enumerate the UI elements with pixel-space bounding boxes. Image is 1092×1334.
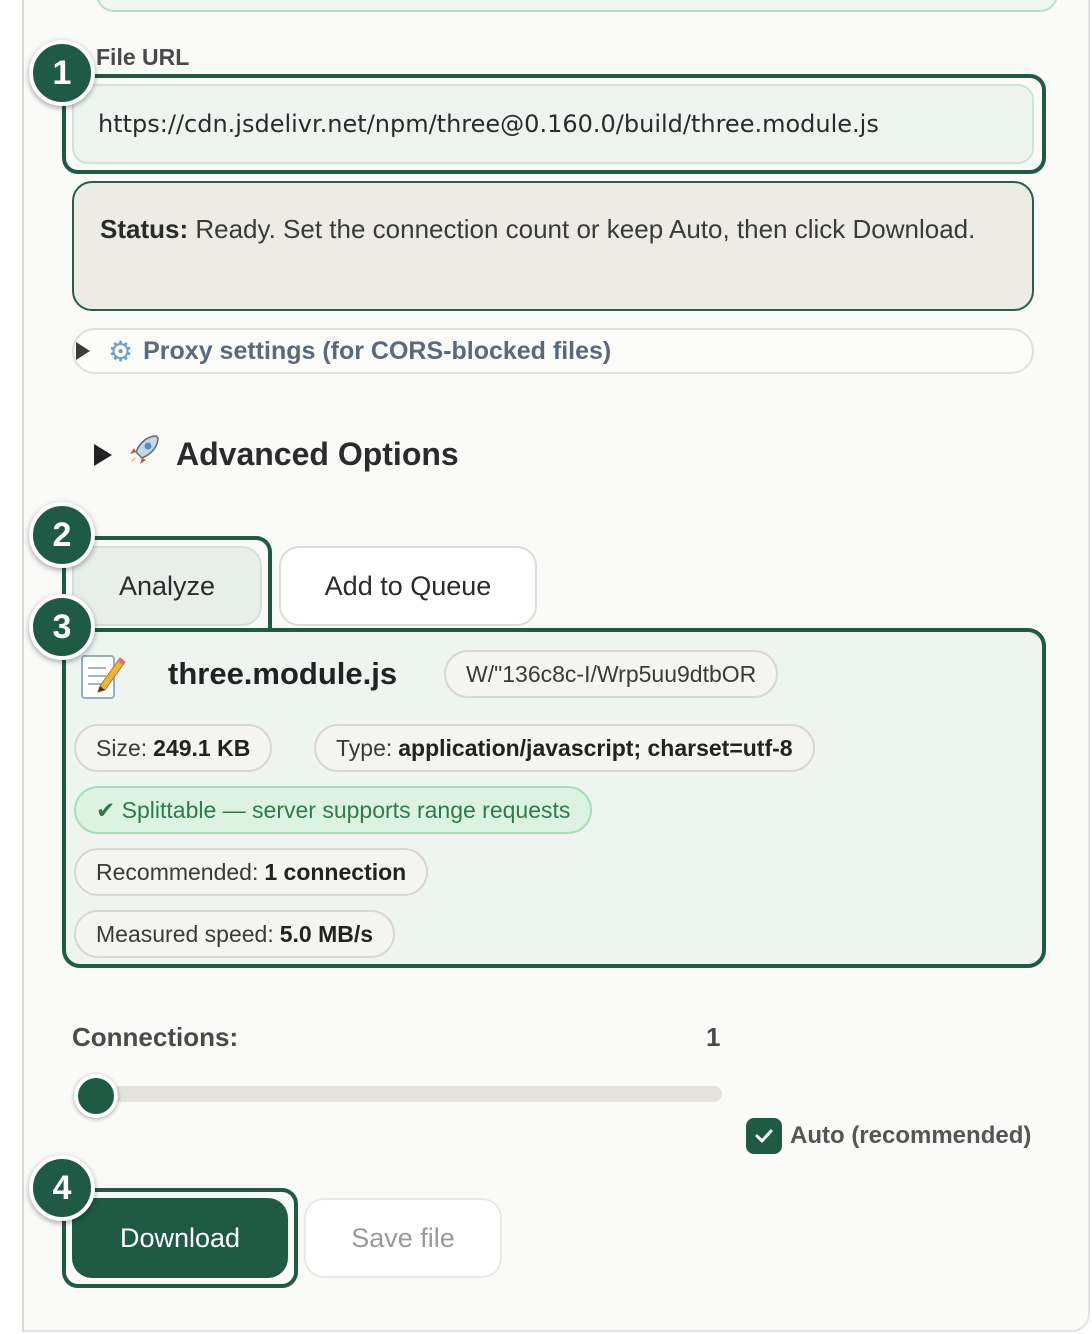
size-chip xyxy=(74,724,272,772)
url-field-label: File URL xyxy=(96,44,190,70)
status-message: Ready. Set the connection count or keep Auto, then click Download. xyxy=(195,214,976,244)
splittable-badge: ✔ Splittable — server supports range requests xyxy=(74,786,592,834)
type-value: application/javascript; charset=utf-8 xyxy=(398,734,793,761)
size-label: Size: xyxy=(96,734,148,761)
file-name: three.module.js xyxy=(168,656,398,691)
url-input[interactable]: https://cdn.jsdelivr.net/npm/three@0.160.0/build/three.module.js xyxy=(72,84,1034,164)
status-box xyxy=(72,181,1034,311)
speed-value: 5.0 MB/s xyxy=(279,920,374,947)
memo-icon xyxy=(78,650,126,702)
connections-slider[interactable] xyxy=(94,1086,722,1102)
proxy-settings-toggle[interactable] xyxy=(72,328,1034,374)
step-badge-4: 4 xyxy=(29,1155,95,1221)
etag-chip: W/"136c8c-I/Wrp5uu9dtbOR xyxy=(444,650,778,698)
auto-checkbox-label: Auto (recommended) xyxy=(790,1122,1032,1149)
speed-chip xyxy=(74,910,395,958)
recommended-value: 1 connection xyxy=(264,858,407,885)
file-info-card xyxy=(62,628,1046,968)
rocket-icon xyxy=(126,432,162,477)
status-label: Status: xyxy=(100,214,189,244)
expand-triangle-icon xyxy=(76,342,90,360)
type-chip xyxy=(314,724,815,772)
advanced-options-label: Advanced Options xyxy=(176,436,459,472)
connections-value: 1 xyxy=(706,1022,721,1052)
advanced-options-toggle[interactable] xyxy=(94,432,459,477)
step-badge-3: 3 xyxy=(29,594,95,660)
type-label: Type: xyxy=(336,734,393,761)
auto-checkbox[interactable] xyxy=(746,1118,1031,1154)
recommended-chip xyxy=(74,848,428,896)
analyze-button[interactable]: Analyze xyxy=(72,546,262,626)
checkbox-checked-icon[interactable] xyxy=(746,1118,782,1154)
gear-icon: ⚙ xyxy=(108,335,134,367)
connections-label: Connections: xyxy=(72,1022,239,1052)
previous-section-edge xyxy=(96,0,1058,12)
recommended-label: Recommended: xyxy=(96,858,259,885)
size-value: 249.1 KB xyxy=(153,734,251,761)
proxy-settings-label: Proxy settings (for CORS-blocked files) xyxy=(143,336,612,365)
expand-triangle-icon xyxy=(94,444,112,466)
save-file-button[interactable]: Save file xyxy=(304,1198,502,1278)
step-badge-2: 2 xyxy=(29,502,95,568)
add-to-queue-button[interactable]: Add to Queue xyxy=(279,546,537,626)
speed-label: Measured speed: xyxy=(96,920,274,947)
download-button[interactable]: Download xyxy=(72,1198,288,1278)
step-badge-1: 1 xyxy=(29,40,95,106)
connections-slider-thumb[interactable] xyxy=(74,1074,118,1118)
